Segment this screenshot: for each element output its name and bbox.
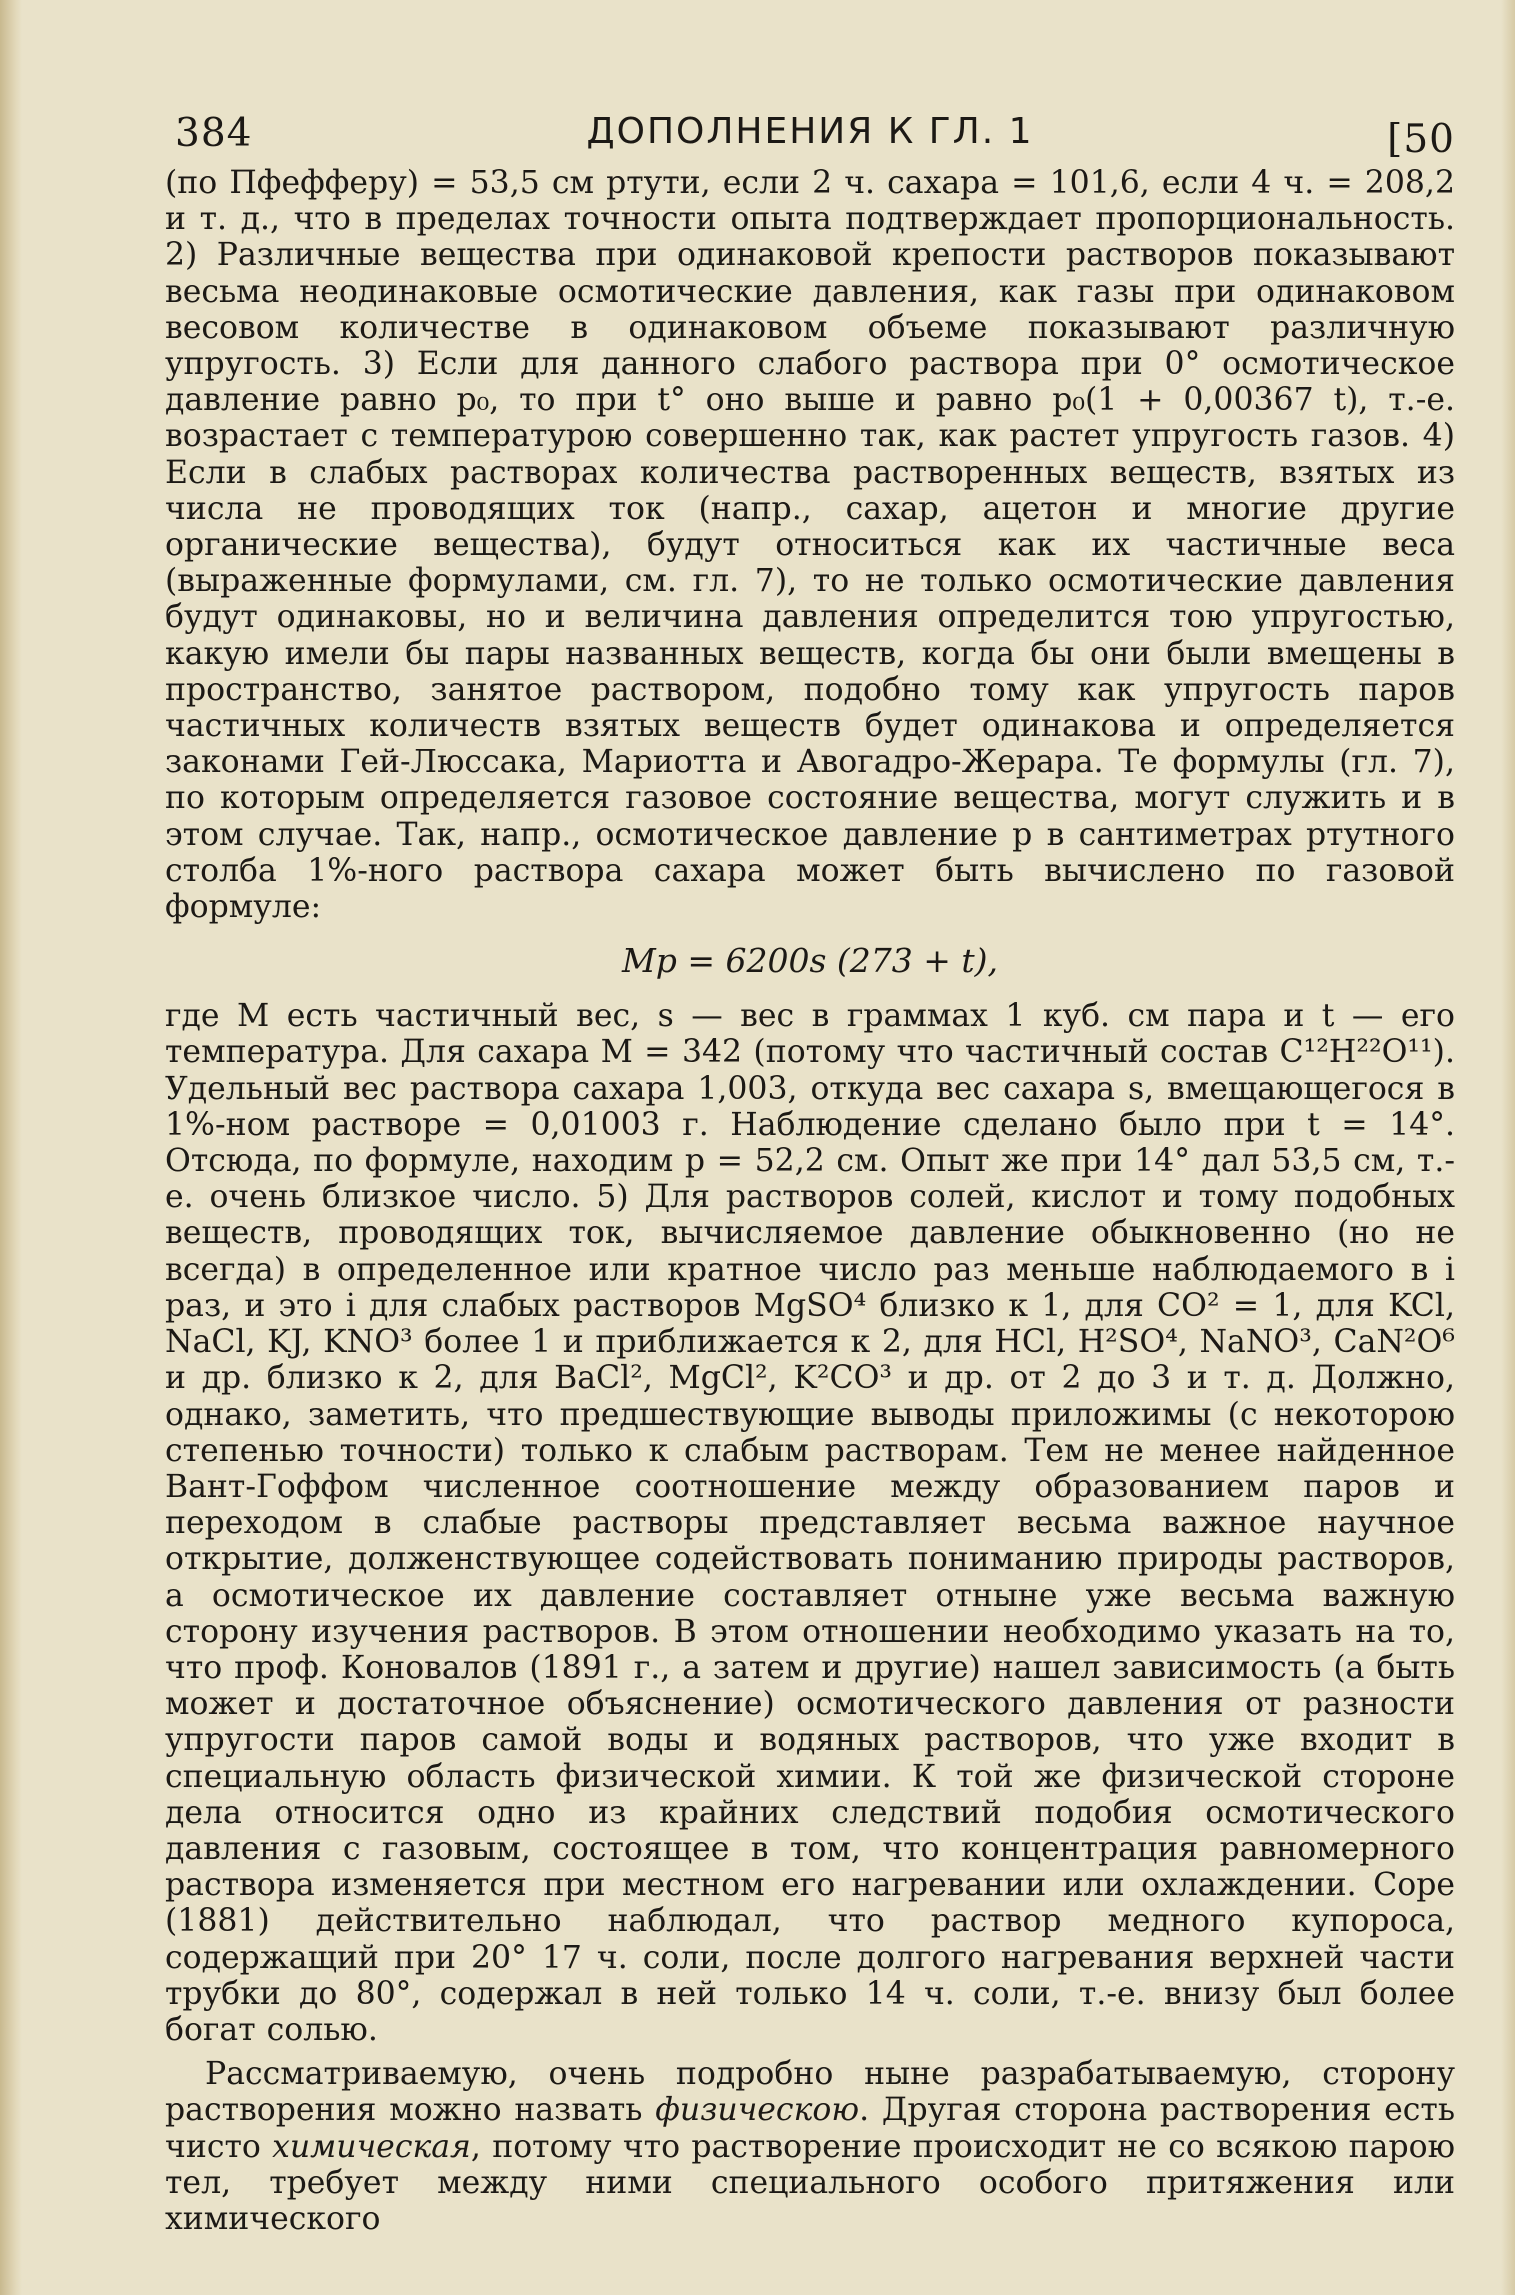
scan-edge-left <box>0 0 22 2295</box>
book-page <box>165 105 1455 2237</box>
scan-edge-right <box>1501 0 1515 2295</box>
paragraph-next-text-a: Рассматриваемую, очень подробно ныне разрабатываемую, сторону растворения можно назвать <box>165 2056 1455 2129</box>
page-header <box>165 105 1455 165</box>
paragraph-continued-after-formula: где M есть частичный вес, s — вес в граммах 1 куб. см пара и t — его температура. Для сахара M = 342 (потому что частичный состав C¹²H²²O¹¹). Удельный вес раствора сахара 1,003, откуда вес сахара s, вмещающегося в 1%-ном растворе = 0,01003 г. Наблюдение сделано было при t = 14°. Отсюда, по формуле, находим p = 52,2 см. Опыт же при 14° дал 53,5 см, т.-е. очень близкое число. 5) Для растворов солей, кислот и тому подобных веществ, проводящих ток, вычисляемое давление обыкновенно (но не всегда) в определенное или кратное число раз меньше наблюдаемого в i раз, и это i для слабых растворов MgSO⁴ близко к 1, для CO² = 1, для KCl, NaCl, KJ, KNO³ более 1 и приближается к 2, для HCl, H²SO⁴, NaNO³, CaN²O⁶ и др. близко к 2, для BaCl², MgCl², K²CO³ и др. от 2 до 3 и т. д. Должно, однако, заметить, что предшествующие выводы приложимы (с некоторою степенью точности) только к слабым растворам. Тем не менее найденное Вант-Гоффом численное соотношение между образованием паров и переходом в слабые растворы представляет весьма важное научное открытие, долженствующее содействовать пониманию природы растворов, а осмотическое их давление составляет отныне уже весьма важную сторону изучения растворов. В этом отношении необходимо указать на то, что проф. Коновалов (1891 г., а затем и другие) нашел зависимость (а быть может и достаточное объяснение) осмотического давления от разности упругости паров самой воды и водяных растворов, что уже входит в специальную область физической химии. К той же физической стороне дела относится одно из крайних следствий подобия осмотического давления с газовым, состоящее в том, что концентрация равномерного раствора изменяется при местном его нагревании или охлаждении. Соре (1881) действительно наблюдал, что раствор медного купороса, содержащий при 20° 17 ч. соли, после долгого нагревания верхней части трубки до 80°, содержал в ней только 14 ч. соли, т.-е. внизу был более богат солью. <box>165 998 1455 2048</box>
section-number: [50 <box>1387 117 1455 162</box>
running-title: ДОПОЛНЕНИЯ К ГЛ. 1 <box>586 111 1034 152</box>
emphasis-chemical: химическая <box>272 2128 471 2165</box>
paragraph-next-text-b: . Другая сторона растворения есть чисто <box>165 2092 1455 2165</box>
paragraph-next <box>165 2056 1455 2237</box>
paragraph-continued: (по Пфефферу) = 53,5 см ртути, если 2 ч. сахара = 101,6, если 4 ч. = 208,2 и т. д., что в пределах точности опыта подтверждает пропорциональность. 2) Различные вещества при одинаковой крепости растворов показывают весьма неодинаковые осмотические давления, как газы при одинаковом весовом количестве в одинаковом объеме показывают различную упругость. 3) Если для данного слабого раствора при 0° осмотическое давление равно p₀, то при t° оно выше и равно p₀(1 + 0,00367 t), т.-е. возрастает с температурою совершенно так, как растет упругость газов. 4) Если в слабых растворах количества растворенных веществ, взятых из числа не проводящих ток (напр., сахар, ацетон и многие другие органические вещества), будут относиться как их частичные веса (выраженные формулами, см. гл. 7), то не только осмотические давления будут одинаковы, но и величина давления определится тою упругостью, какую имели бы пары названных веществ, когда бы они были вмещены в пространство, занятое раствором, подобно тому как упругость паров частичных количеств взятых веществ будет одинакова и определяется законами Гей-Люссака, Мариотта и Авогадро-Жерара. Те формулы (гл. 7), по которым определяется газовое состояние вещества, могут служить и в этом случае. Так, напр., осмотическое давление p в сантиметрах ртутного столба 1%-ного раствора сахара может быть вычислено по газовой формуле: <box>165 165 1455 926</box>
formula: Mp = 6200s (273 + t), <box>621 941 999 981</box>
paragraph-next-text-c: , потому что растворение происходит не со всякою парою тел, требует между ними специального особого притяжения или химического <box>165 2128 1455 2237</box>
emphasis-physical: физическою <box>655 2092 860 2129</box>
page-number: 384 <box>175 111 253 156</box>
